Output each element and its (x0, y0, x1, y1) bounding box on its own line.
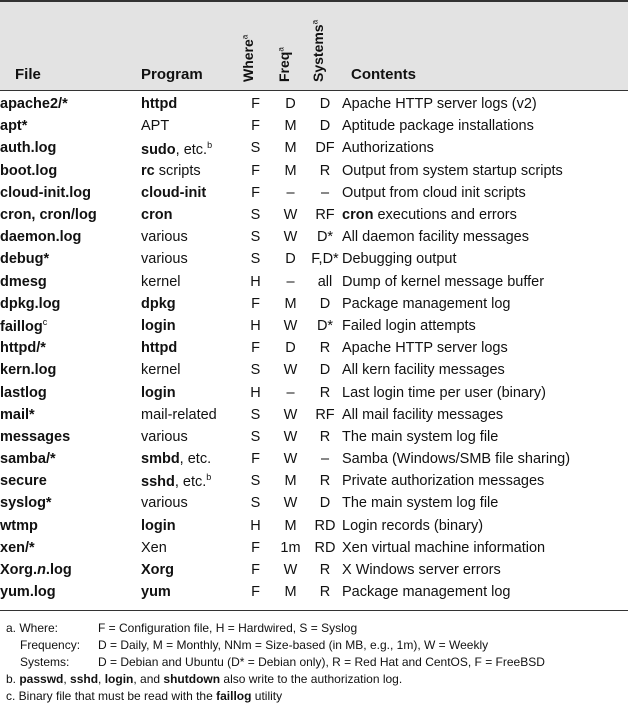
cell-file (0, 182, 141, 204)
header-where: Where$^a$ (240, 34, 256, 82)
program-suffix: , etc. (179, 451, 212, 468)
cell-program (141, 426, 238, 448)
cell-file (0, 492, 141, 514)
cell-freq: W (283, 428, 298, 445)
contents-bold: cron (342, 207, 374, 224)
cell-contents (342, 115, 628, 137)
cell-systems: D* (316, 317, 334, 334)
cell-contents (342, 137, 628, 159)
cell-where: S (250, 207, 261, 224)
file-name: cloud-init.log (0, 184, 92, 201)
program-name: login (141, 317, 176, 334)
cell-freq: W (283, 229, 298, 246)
file-name: cron, cron/log (0, 207, 97, 224)
cell-freq: W (283, 451, 298, 468)
file-name: boot.log (0, 162, 58, 179)
cell-program (141, 248, 238, 270)
program-name: httpd (141, 340, 178, 357)
cell-systems: D (319, 295, 331, 312)
cell-systems: DF (315, 140, 335, 157)
contents-text: All kern facility messages (342, 362, 505, 379)
cell-where: F (251, 562, 260, 579)
table-row (0, 182, 628, 204)
file-name: dpkg.log (0, 295, 61, 312)
file-name: apt* (0, 118, 28, 135)
file-name: yum.log (0, 584, 56, 601)
cell-freq: M (284, 162, 297, 179)
cell-file (0, 115, 141, 137)
footnote-b: b. passwd, sshd, login, and shutdown also write to the authorization log. (6, 672, 403, 686)
table-row (0, 337, 628, 359)
cell-program (141, 271, 238, 293)
table-row (0, 359, 628, 381)
program-name: httpd (141, 96, 178, 113)
cell-systems: – (320, 184, 330, 201)
contents-text: All mail facility messages (342, 406, 504, 423)
cell-where: S (250, 251, 261, 268)
cell-contents (342, 537, 628, 559)
contents-text: Last login time per user (binary) (342, 384, 546, 401)
cell-file (0, 448, 141, 470)
cell-program (141, 537, 238, 559)
footnote-c: c. Binary file that must be read with the faillog utility (6, 689, 283, 703)
cell-systems: R (319, 584, 331, 601)
cell-where: F (251, 118, 260, 135)
table-bottom-divider (0, 610, 628, 611)
table-header (0, 0, 628, 90)
program-name: yum (141, 584, 171, 601)
cell-systems: D (319, 495, 331, 512)
cell-file (0, 337, 141, 359)
cell-contents (342, 204, 628, 226)
program-name: cron (141, 207, 173, 224)
cell-contents (342, 359, 628, 381)
file-name: Xorg. (0, 562, 38, 579)
program-name: kernel (141, 273, 181, 290)
cell-contents (342, 559, 628, 581)
table-row (0, 248, 628, 270)
file-name: auth.log (0, 140, 57, 157)
cell-where: F (251, 295, 260, 312)
file-name: daemon.log (0, 229, 82, 246)
contents-text: Private authorization messages (342, 473, 545, 490)
program-name: various (141, 495, 188, 512)
program-name: rc (141, 162, 155, 179)
program-suffix: , etc. (175, 141, 208, 158)
program-name: cloud-init (141, 184, 207, 201)
header-freq: Freq$^a$ (276, 47, 292, 82)
program-suffix: scripts (154, 162, 201, 179)
contents-text: executions and errors (373, 207, 517, 224)
contents-text: X Windows server errors (342, 562, 501, 579)
program-name: smbd (141, 451, 180, 468)
table-row (0, 293, 628, 315)
cell-file (0, 470, 141, 492)
cell-systems: D (319, 362, 331, 379)
contents-text: Login records (binary) (342, 517, 484, 534)
cell-systems: D (319, 118, 331, 135)
cell-where: F (251, 340, 260, 357)
cell-program (141, 115, 238, 137)
cell-contents (342, 248, 628, 270)
file-name: debug* (0, 251, 50, 268)
header-systems: Systems$^a$ (310, 19, 326, 82)
table-row (0, 226, 628, 248)
file-name: messages (0, 428, 71, 445)
cell-file (0, 293, 141, 315)
cell-program (141, 448, 238, 470)
contents-text: Samba (Windows/SMB file sharing) (342, 451, 571, 468)
program-name: Xorg (141, 562, 175, 579)
cell-file (0, 581, 141, 603)
file-name: mail* (0, 406, 35, 423)
cell-freq: W (283, 406, 298, 423)
cell-systems: R (319, 428, 331, 445)
cell-file (0, 359, 141, 381)
table-row (0, 537, 628, 559)
program-name: sudo (141, 141, 176, 158)
cell-contents (342, 581, 628, 603)
cell-file (0, 426, 141, 448)
cell-contents (342, 426, 628, 448)
cell-where: F (251, 451, 260, 468)
program-name: dpkg (141, 295, 176, 312)
cell-systems: RD (314, 539, 336, 556)
cell-file (0, 271, 141, 293)
cell-contents (342, 448, 628, 470)
cell-program (141, 137, 238, 159)
cell-systems: R (319, 473, 331, 490)
cell-contents (342, 381, 628, 403)
cell-where: F (251, 184, 260, 201)
file-name: dmesg (0, 273, 47, 290)
contents-text: The main system log file (342, 495, 499, 512)
cell-freq: M (284, 584, 297, 601)
contents-text: Apache HTTP server logs (342, 340, 508, 357)
cell-contents (342, 182, 628, 204)
cell-contents (342, 515, 628, 537)
file-name: faillog (0, 318, 43, 335)
cell-program (141, 559, 238, 581)
cell-program (141, 226, 238, 248)
cell-where: S (250, 406, 261, 423)
cell-where: S (250, 362, 261, 379)
cell-file (0, 93, 141, 115)
program-name: sshd (141, 474, 175, 491)
file-name: secure (0, 473, 47, 490)
cell-program (141, 293, 238, 315)
cell-where: F (251, 539, 260, 556)
program-name: login (141, 384, 176, 401)
cell-systems: D (319, 96, 331, 113)
footnote-marker: b (207, 139, 213, 150)
file-name: xen/* (0, 539, 35, 556)
cell-freq: – (286, 273, 295, 290)
cell-program (141, 182, 238, 204)
cell-where: S (250, 473, 261, 490)
program-name: various (141, 428, 188, 445)
table-row (0, 160, 628, 182)
contents-text: Package management log (342, 295, 511, 312)
cell-contents (342, 404, 628, 426)
table-row (0, 581, 628, 603)
cell-contents (342, 271, 628, 293)
footnote-a-systems-label: Systems: (20, 655, 70, 669)
cell-freq: W (283, 495, 298, 512)
table-row (0, 404, 628, 426)
cell-contents (342, 160, 628, 182)
header-program: Program (141, 66, 203, 83)
cell-file (0, 248, 141, 270)
cell-systems: RF (315, 207, 335, 224)
cell-freq: M (284, 140, 297, 157)
contents-text: Failed login attempts (342, 317, 476, 334)
cell-file (0, 137, 141, 159)
cell-file (0, 315, 141, 337)
header-file: File (15, 66, 41, 83)
cell-where: F (251, 162, 260, 179)
cell-file (0, 226, 141, 248)
file-name: apache2/* (0, 96, 68, 113)
contents-text: Package management log (342, 584, 511, 601)
contents-text: Apache HTTP server logs (v2) (342, 96, 537, 113)
program-name: mail-related (141, 406, 217, 423)
cell-contents (342, 226, 628, 248)
file-name: syslog* (0, 495, 52, 512)
cell-contents (342, 315, 628, 337)
cell-freq: W (283, 207, 298, 224)
cell-file (0, 404, 141, 426)
cell-systems: all (317, 273, 333, 290)
cell-freq: W (283, 562, 298, 579)
contents-text: Xen virtual machine information (342, 539, 546, 556)
table-row (0, 115, 628, 137)
program-suffix: , etc. (174, 474, 207, 491)
contents-text: Output from system startup scripts (342, 162, 563, 179)
cell-contents (342, 337, 628, 359)
cell-systems: R (319, 562, 331, 579)
cell-program (141, 359, 238, 381)
cell-contents (342, 93, 628, 115)
contents-text: All daemon facility messages (342, 229, 529, 246)
cell-freq: – (286, 184, 295, 201)
cell-where: H (250, 273, 261, 290)
table-row (0, 271, 628, 293)
cell-freq: – (286, 384, 295, 401)
table-row (0, 426, 628, 448)
cell-where: H (250, 317, 261, 334)
contents-text: Debugging output (342, 251, 457, 268)
table-row (0, 137, 628, 159)
file-name: httpd/* (0, 340, 46, 357)
file-name: kern.log (0, 362, 57, 379)
program-name: kernel (141, 362, 181, 379)
table-row (0, 204, 628, 226)
cell-where: S (250, 428, 261, 445)
cell-freq: D (285, 340, 296, 357)
footnote-a-label: a. Where: (6, 621, 59, 635)
table-row (0, 448, 628, 470)
cell-freq: M (284, 517, 297, 534)
header-divider (0, 90, 628, 91)
contents-text: Dump of kernel message buffer (342, 273, 545, 290)
file-name: wtmp (0, 517, 38, 534)
cell-systems: D* (316, 229, 334, 246)
contents-text: The main system log file (342, 428, 499, 445)
cell-freq: 1m (280, 539, 301, 556)
cell-contents (342, 470, 628, 492)
program-name: various (141, 251, 188, 268)
footnote-marker: b (206, 472, 212, 483)
file-name-italic: n (37, 562, 46, 579)
cell-file (0, 204, 141, 226)
cell-program (141, 404, 238, 426)
cell-systems: R (319, 340, 331, 357)
table-row (0, 492, 628, 514)
cell-program (141, 93, 238, 115)
cell-freq: W (283, 362, 298, 379)
contents-text: Output from cloud init scripts (342, 184, 526, 201)
cell-freq: M (284, 295, 297, 312)
cell-freq: M (284, 118, 297, 135)
cell-freq: D (285, 96, 296, 113)
cell-contents (342, 293, 628, 315)
cell-freq: W (283, 317, 298, 334)
file-name: samba/* (0, 451, 56, 468)
footnote-a-freq-label: Frequency: (20, 638, 81, 652)
cell-program (141, 381, 238, 403)
program-name: various (141, 229, 188, 246)
cell-file (0, 559, 141, 581)
cell-where: S (250, 495, 261, 512)
footnote-a-where: F = Configuration file, H = Hardwired, S = Syslog (98, 621, 358, 635)
cell-where: H (250, 517, 261, 534)
program-name: Xen (141, 539, 167, 556)
table-row (0, 515, 628, 537)
cell-where: S (250, 229, 261, 246)
footnote-a-systems: D = Debian and Ubuntu (D* = Debian only), R = Red Hat and CentOS, F = FreeBSD (98, 655, 545, 669)
cell-where: F (251, 584, 260, 601)
table-row (0, 381, 628, 403)
cell-program (141, 337, 238, 359)
cell-file (0, 160, 141, 182)
cell-where: S (250, 140, 261, 157)
log-file-table (0, 93, 628, 603)
contents-text: Authorizations (342, 140, 434, 157)
cell-where: H (250, 384, 261, 401)
file-name-suffix: .log (45, 562, 72, 579)
table-row (0, 315, 628, 337)
footnote-a-freq: D = Daily, M = Monthly, NNm = Size-based (in MB, e.g., 1m), W = Weekly (98, 638, 489, 652)
cell-file (0, 381, 141, 403)
cell-systems: R (319, 384, 331, 401)
cell-program (141, 581, 238, 603)
cell-program (141, 315, 238, 337)
cell-program (141, 160, 238, 182)
footnote-marker: c (42, 317, 48, 328)
table-row (0, 470, 628, 492)
cell-systems: – (320, 451, 330, 468)
cell-program (141, 204, 238, 226)
cell-file (0, 515, 141, 537)
cell-program (141, 515, 238, 537)
cell-where: F (251, 96, 260, 113)
cell-file (0, 537, 141, 559)
header-contents: Contents (351, 66, 416, 83)
cell-freq: D (285, 251, 296, 268)
cell-freq: M (284, 473, 297, 490)
cell-systems: RF (315, 406, 335, 423)
cell-systems: R (319, 162, 331, 179)
program-name: login (141, 517, 176, 534)
cell-program (141, 470, 238, 492)
cell-systems: RD (314, 517, 336, 534)
file-name: lastlog (0, 384, 47, 401)
program-name: APT (141, 118, 170, 135)
table-row (0, 93, 628, 115)
contents-text: Aptitude package installations (342, 118, 534, 135)
cell-systems: F,D* (311, 251, 339, 268)
table-row (0, 559, 628, 581)
cell-program (141, 492, 238, 514)
cell-contents (342, 492, 628, 514)
